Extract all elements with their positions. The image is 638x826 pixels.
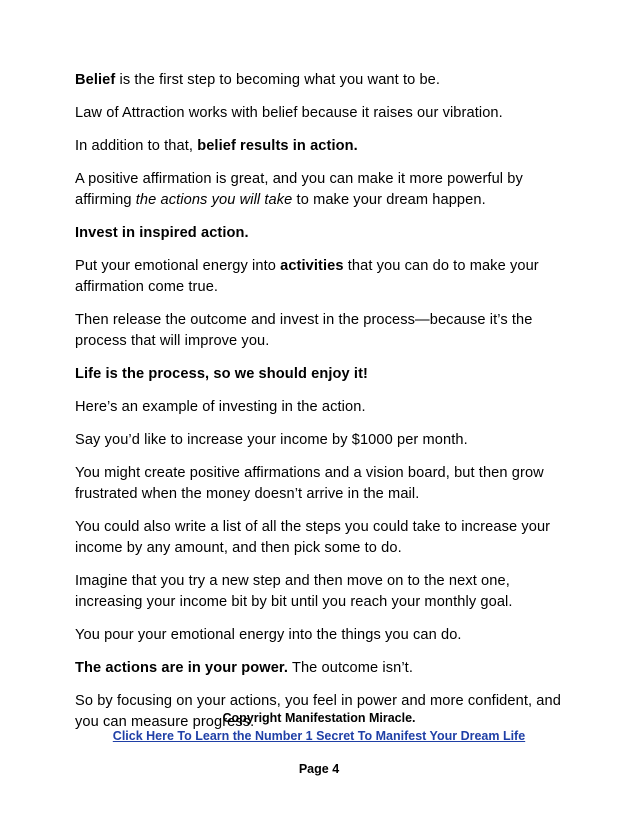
- text-run: Law of Attraction works with belief because it raises our vibration.: [75, 105, 503, 121]
- text-run: A positive affirmation is great, and you can make it more powerful by affirming: [75, 171, 523, 208]
- bold-text: Life is the process, so we should enjoy it!: [75, 366, 368, 382]
- text-run: The outcome isn’t.: [288, 660, 413, 676]
- paragraph: [75, 658, 565, 679]
- paragraph: [75, 169, 565, 211]
- paragraph: [75, 103, 565, 124]
- bold-text: belief results in action.: [197, 138, 358, 154]
- text-run: You could also write a list of all the steps you could take to increase your income by any amount, and then pick some to do.: [75, 519, 551, 556]
- text-run: is the first step to becoming what you want to be.: [115, 72, 441, 88]
- text-run: You pour your emotional energy into the things you can do.: [75, 627, 462, 643]
- dream-life-link[interactable]: Click Here To Learn the Number 1 Secret To Manifest Your Dream Life: [112, 729, 526, 743]
- text-run: In addition to that,: [75, 138, 198, 154]
- bold-text: activities: [280, 258, 344, 274]
- paragraph: [75, 364, 565, 385]
- text-run: Put your emotional energy into: [75, 258, 281, 274]
- paragraph: [75, 625, 565, 646]
- paragraph: [75, 517, 565, 559]
- bold-text: Invest in inspired action.: [75, 225, 249, 241]
- paragraph: [75, 397, 565, 418]
- paragraph: [75, 223, 565, 244]
- paragraph: [75, 136, 565, 157]
- page-number: Page 4: [298, 762, 340, 776]
- text-run: Here’s an example of investing in the action.: [75, 399, 366, 415]
- text-run: Say you’d like to increase your income by $1000 per month.: [75, 432, 468, 448]
- paragraph: [75, 430, 565, 451]
- text-run: Then release the outcome and invest in the process—because it’s the process that will improve you.: [75, 312, 533, 349]
- paragraph: [75, 70, 565, 91]
- italic-text: the actions you will take: [135, 192, 293, 208]
- paragraph: [75, 463, 565, 505]
- text-run: Imagine that you try a new step and then move on to the next one, increasing your income bit by bit until you reach your monthly goal.: [75, 573, 513, 610]
- body-text: [75, 70, 565, 745]
- text-run: You might create positive affirmations and a vision board, but then grow frustrated when the money doesn’t arrive in the mail.: [75, 465, 544, 502]
- paragraph: [75, 256, 565, 298]
- paragraph: [75, 571, 565, 613]
- paragraph: [75, 310, 565, 352]
- bold-text: Belief: [75, 72, 116, 88]
- text-run: that you can do to make your affirmation come true.: [75, 258, 539, 295]
- copyright-notice: Copyright Manifestation Miracle.: [222, 711, 416, 725]
- text-run: So by focusing on your actions, you feel in power and more confident, and you can measure progress.: [75, 693, 561, 730]
- text-run: to make your dream happen.: [292, 192, 486, 208]
- bold-text: The actions are in your power.: [75, 660, 289, 676]
